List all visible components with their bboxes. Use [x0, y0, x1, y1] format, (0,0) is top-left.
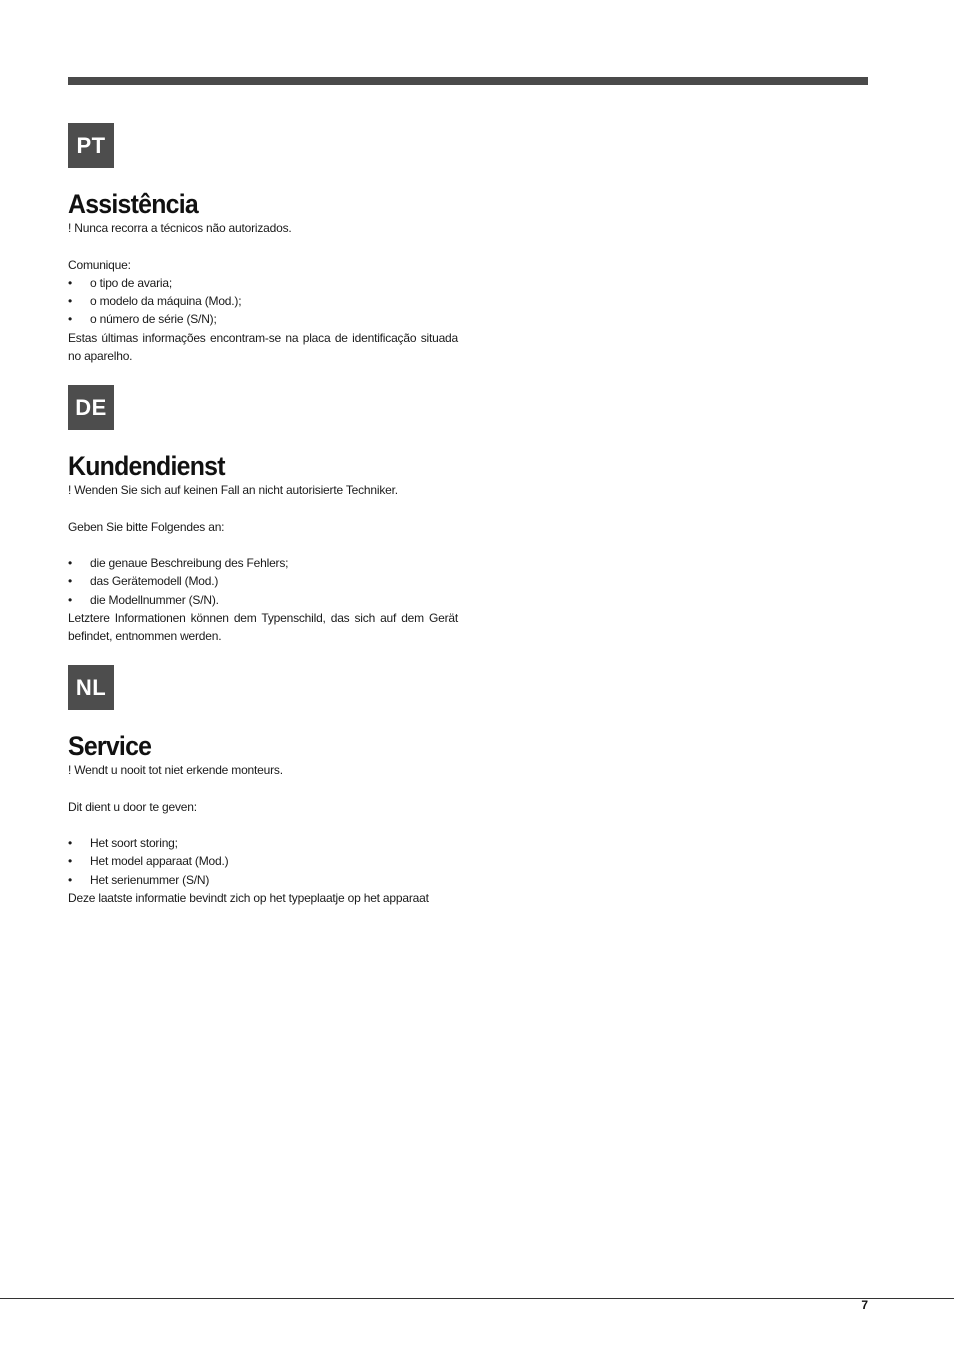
list-item [68, 572, 458, 590]
spacer [68, 816, 458, 834]
list-item-text: Het model apparaat (Mod.) [90, 854, 229, 869]
list-item [68, 591, 458, 609]
note-text: Letztere Informationen können dem Typenschild, das sich auf dem Gerät befindet, entnommen werden. [68, 611, 458, 644]
intro-text: Dit dient u door te geven: [68, 799, 197, 814]
list-item-text: Het serienummer (S/N) [90, 872, 210, 887]
bullet-icon: • [68, 275, 73, 290]
bullet-icon: • [68, 574, 73, 589]
list-item [68, 554, 458, 572]
bullet-icon: • [68, 872, 73, 887]
language-badge-nl: NL [68, 665, 114, 710]
spacer [68, 779, 458, 797]
list-item [68, 852, 458, 870]
list-item-text: o tipo de avaria; [90, 275, 172, 290]
section-body-pt [68, 219, 458, 365]
footer-rule [0, 1298, 954, 1299]
note-text: Estas últimas informações encontram-se na placa de identificação situada no aparelho. [68, 330, 458, 364]
language-badge-pt: PT [68, 123, 114, 168]
section-title-de: Kundendienst [68, 451, 225, 481]
list-item-text: die genaue Beschreibung des Fehlers; [90, 556, 289, 571]
list-item-text: die Modellnummer (S/N). [90, 592, 219, 607]
bullet-icon: • [68, 294, 73, 309]
section-body-nl [68, 761, 458, 907]
page-number: 7 [861, 1298, 868, 1312]
list-item-text: o número de série (S/N); [90, 312, 217, 327]
bullet-icon: • [68, 312, 73, 327]
bullet-icon: • [68, 556, 73, 571]
language-badge-de: DE [68, 385, 114, 430]
list-item [68, 292, 458, 310]
note-text: Deze laatste informatie bevindt zich op het typeplaatje op het apparaat [68, 891, 429, 906]
spacer [68, 499, 458, 517]
info-list [68, 834, 458, 889]
list-item [68, 871, 458, 889]
list-item-text: o modelo da máquina (Mod.); [90, 294, 242, 309]
spacer [68, 536, 458, 554]
section-nl [68, 665, 458, 907]
list-item [68, 274, 458, 292]
bullet-icon: • [68, 854, 73, 869]
list-item [68, 310, 458, 328]
warning-text: ! Nunca recorra a técnicos não autorizados. [68, 221, 292, 235]
info-list [68, 554, 458, 609]
list-item [68, 834, 458, 852]
intro-text: Geben Sie bitte Folgendes an: [68, 519, 225, 534]
section-title-nl: Service [68, 731, 152, 761]
bullet-icon: • [68, 836, 73, 851]
info-list [68, 274, 458, 329]
section-pt [68, 123, 458, 365]
section-body-de [68, 481, 458, 646]
warning-text: ! Wenden Sie sich auf keinen Fall an nicht autorisierte Techniker. [68, 483, 398, 497]
warning-text: ! Wendt u nooit tot niet erkende monteurs. [68, 763, 283, 777]
spacer [68, 237, 458, 255]
intro-text: Comunique: [68, 257, 131, 272]
list-item-text: das Gerätemodell (Mod.) [90, 574, 219, 589]
list-item-text: Het soort storing; [90, 836, 178, 851]
section-de [68, 385, 458, 646]
header-rule [68, 77, 868, 85]
section-title-pt: Assistência [68, 189, 198, 219]
bullet-icon: • [68, 592, 73, 607]
